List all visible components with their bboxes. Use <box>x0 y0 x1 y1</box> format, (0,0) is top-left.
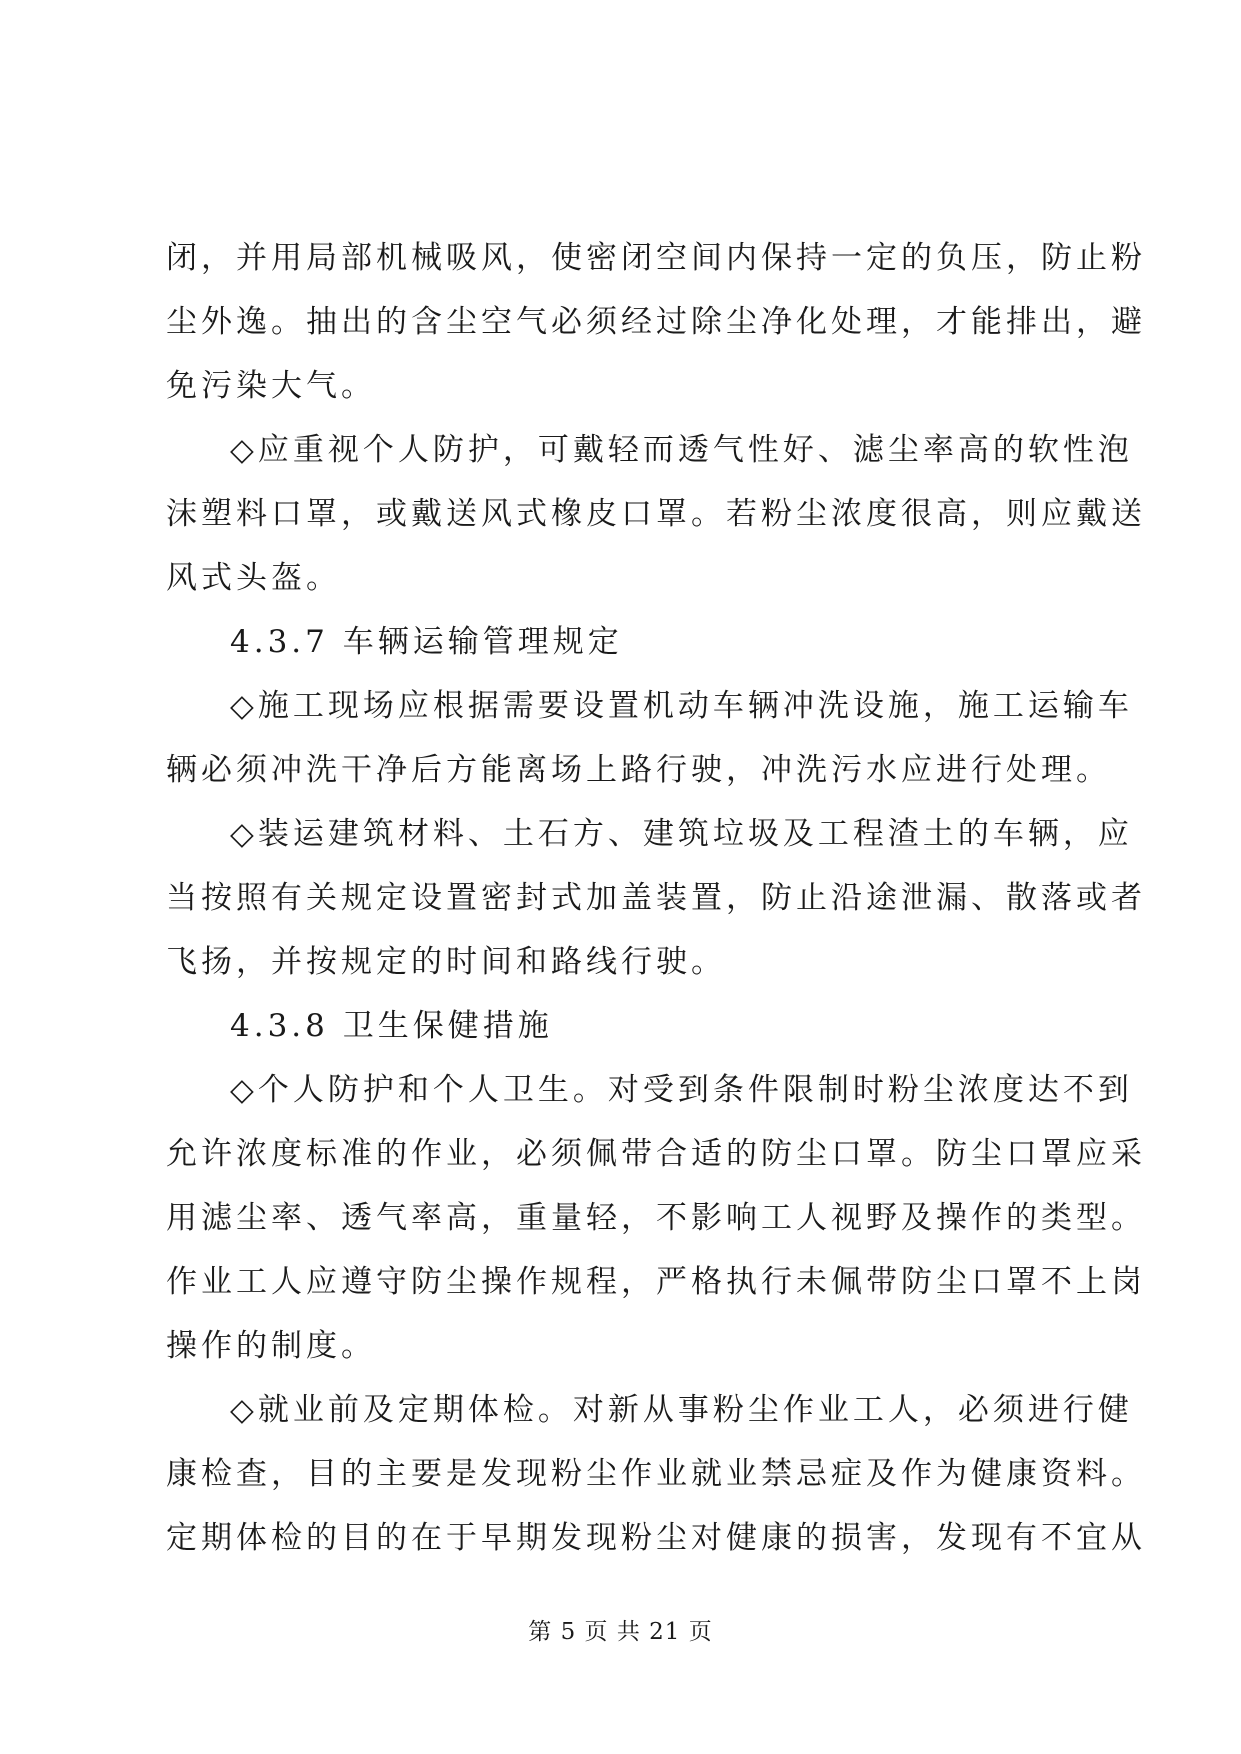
text-line: 定期体检的目的在于早期发现粉尘对健康的损害，发现有不宜从 <box>166 1520 1146 1556</box>
text-line: 飞扬，并按规定的时间和路线行驶。 <box>166 944 726 980</box>
text-line: 允许浓度标准的作业，必须佩带合适的防尘口罩。防尘口罩应采 <box>166 1136 1146 1172</box>
text-line: 闭，并用局部机械吸风，使密闭空间内保持一定的负压，防止粉 <box>166 240 1146 276</box>
bullet-paragraph-line: ◇施工现场应根据需要设置机动车辆冲洗设施，施工运输车 <box>230 688 1133 724</box>
text-line: 操作的制度。 <box>166 1328 376 1364</box>
bullet-paragraph-line: ◇应重视个人防护，可戴轻而透气性好、滤尘率高的软性泡 <box>230 432 1133 468</box>
text-line: 作业工人应遵守防尘操作规程，严格执行未佩带防尘口罩不上岗 <box>166 1264 1146 1300</box>
text-line: 康检查，目的主要是发现粉尘作业就业禁忌症及作为健康资料。 <box>166 1456 1146 1492</box>
text-line: 辆必须冲洗干净后方能离场上路行驶，冲洗污水应进行处理。 <box>166 752 1111 788</box>
text-line: 尘外逸。抽出的含尘空气必须经过除尘净化处理，才能排出，避 <box>166 304 1146 340</box>
text-line: 用滤尘率、透气率高，重量轻，不影响工人视野及操作的类型。 <box>166 1200 1146 1236</box>
bullet-paragraph-line: ◇就业前及定期体检。对新从事粉尘作业工人，必须进行健 <box>230 1392 1133 1428</box>
section-heading: 4.3.8 卫生保健措施 <box>230 1008 553 1044</box>
body-text <box>166 226 1146 1570</box>
section-heading: 4.3.7 车辆运输管理规定 <box>230 624 623 660</box>
page-number-footer: 第 5 页 共 21 页 <box>528 1619 713 1645</box>
text-line: 风式头盔。 <box>166 560 341 596</box>
bullet-paragraph-line: ◇个人防护和个人卫生。对受到条件限制时粉尘浓度达不到 <box>230 1072 1133 1108</box>
text-line: 免污染大气。 <box>166 368 376 404</box>
text-line: 当按照有关规定设置密封式加盖装置，防止沿途泄漏、散落或者 <box>166 880 1146 916</box>
bullet-paragraph-line: ◇装运建筑材料、土石方、建筑垃圾及工程渣土的车辆，应 <box>230 816 1133 852</box>
text-line: 沫塑料口罩，或戴送风式橡皮口罩。若粉尘浓度很高，则应戴送 <box>166 496 1146 532</box>
